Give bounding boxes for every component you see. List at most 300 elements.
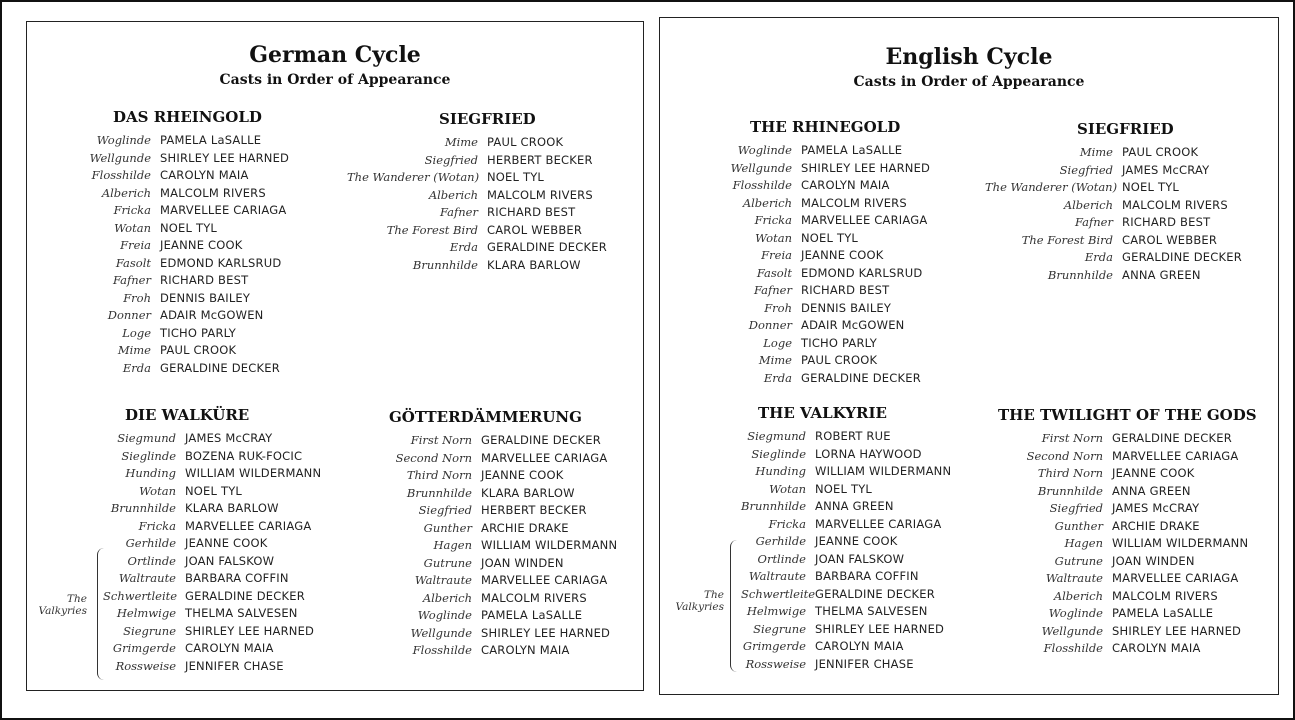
role-name: Sieglinde — [121, 448, 176, 463]
singer-name: GERALDINE DECKER — [1122, 250, 1242, 264]
german-cycle-subtitle: Casts in Order of Appearance — [219, 72, 451, 88]
role-name: Flosshilde — [732, 178, 792, 192]
singer-name: JOAN WINDEN — [481, 555, 564, 570]
role-name: The Forest Bird — [1021, 232, 1113, 247]
cast-row — [985, 144, 1242, 162]
role-name: Loge — [763, 335, 792, 350]
gotterdammerung-heading: GÖTTERDÄMMERUNG — [389, 408, 582, 426]
the-valkyrie-cast — [741, 428, 951, 673]
cast-row — [347, 257, 607, 275]
cast-row — [985, 197, 1242, 215]
role-name: Mime — [444, 135, 478, 149]
singer-name: CAROLYN MAIA — [1112, 641, 1201, 655]
role-name: Waltraute — [118, 571, 176, 585]
the-rhinegold-heading: THE RHINEGOLD — [750, 118, 901, 136]
cast-row — [728, 247, 930, 265]
cast-row — [87, 167, 289, 185]
role-name: Brunnhilde — [406, 485, 472, 500]
cast-row — [994, 535, 1257, 553]
cast-row — [87, 220, 289, 238]
role-name: Brunnhilde — [1037, 483, 1103, 498]
cast-row — [87, 185, 289, 203]
cast-row — [994, 430, 1257, 448]
singer-name: ANNA GREEN — [815, 499, 894, 513]
cast-row — [87, 202, 289, 220]
cast-row — [87, 132, 289, 150]
role-name: Wotan — [139, 483, 176, 498]
singer-name: JAMES McCRAY — [1122, 162, 1210, 177]
role-name: Rossweise — [745, 656, 806, 671]
cast-row — [387, 642, 617, 660]
gotterdammerung-cast — [387, 432, 617, 660]
role-name: Second Norn — [395, 450, 472, 465]
cast-row — [994, 483, 1257, 501]
role-name: Wellgunde — [410, 625, 472, 640]
role-name: Ortlinde — [127, 553, 176, 568]
valkyries-label-line2: Valkyries — [38, 605, 87, 617]
role-name: Siegfried — [418, 503, 472, 517]
cast-row — [347, 152, 607, 170]
role-name: Wellgunde — [730, 160, 792, 175]
twilight-of-the-gods-heading: THE TWILIGHT OF THE GODS — [998, 406, 1257, 424]
cast-row — [728, 282, 930, 300]
role-name: Freia — [120, 238, 151, 252]
cast-row — [103, 623, 321, 641]
singer-name: GERALDINE DECKER — [815, 586, 935, 601]
cast-row — [87, 237, 289, 255]
role-name: Alberich — [101, 185, 151, 200]
singer-name: GERALDINE DECKER — [481, 433, 601, 447]
cast-row — [741, 551, 951, 569]
role-name: Gutrune — [1054, 553, 1103, 568]
singer-name: PAMELA LaSALLE — [481, 608, 583, 622]
twilight-of-the-gods-section — [998, 406, 1257, 658]
singer-name: HERBERT BECKER — [487, 152, 593, 167]
singer-name: JEANNE COOK — [815, 534, 898, 548]
role-name: Fasolt — [115, 255, 151, 270]
role-name: The Wanderer (Wotan) — [985, 180, 1118, 194]
das-rheingold-section — [89, 108, 290, 377]
singer-name: KLARA BARLOW — [487, 257, 581, 272]
cast-row — [741, 481, 951, 499]
english-cycle-subtitle: Casts in Order of Appearance — [853, 74, 1085, 90]
singer-name: BARBARA COFFIN — [185, 571, 289, 585]
role-name: Fafner — [439, 205, 478, 219]
cast-row — [103, 553, 321, 571]
role-name: Siegrune — [753, 621, 806, 636]
singer-name: DENNIS BAILEY — [160, 290, 251, 305]
role-name: Wotan — [114, 220, 151, 235]
cast-row — [985, 232, 1242, 250]
cast-row — [741, 463, 951, 481]
cast-row — [741, 603, 951, 621]
singer-name: MALCOLM RIVERS — [160, 185, 266, 200]
cast-row — [994, 448, 1257, 466]
role-name: Schwertleite — [103, 588, 178, 603]
cast-row — [741, 568, 951, 586]
singer-name: ADAIR McGOWEN — [801, 318, 905, 332]
siegfried-heading: SIEGFRIED — [439, 110, 536, 128]
role-name: Second Norn — [1026, 448, 1103, 463]
role-name: Sieglinde — [751, 446, 806, 461]
singer-name: MARVELLEE CARIAGA — [481, 573, 608, 587]
singer-name: JENNIFER CHASE — [815, 656, 914, 671]
singer-name: PAUL CROOK — [487, 135, 564, 149]
role-name: Schwertleite — [741, 586, 816, 601]
role-name: Flosshilde — [91, 168, 151, 182]
singer-name: CAROLYN MAIA — [185, 641, 274, 655]
cast-row — [103, 465, 321, 483]
the-rhinegold-cast — [728, 142, 930, 387]
siegfried-section — [347, 110, 607, 274]
singer-name: THELMA SALVESEN — [185, 606, 298, 620]
role-name: Siegrune — [123, 623, 176, 638]
die-walkure-heading: DIE WALKÜRE — [125, 406, 250, 424]
valkyries-label — [37, 593, 87, 617]
singer-name: KLARA BARLOW — [481, 485, 575, 500]
role-name: Waltraute — [414, 573, 472, 587]
role-name: Alberich — [428, 187, 478, 202]
singer-name: JENNIFER CHASE — [185, 658, 284, 673]
singer-name: CAROL WEBBER — [487, 222, 583, 237]
singer-name: TICHO PARLY — [801, 335, 877, 350]
singer-name: MALCOLM RIVERS — [801, 195, 907, 210]
cast-row — [103, 483, 321, 501]
singer-name: ANNA GREEN — [1112, 483, 1191, 498]
role-name: Donner — [748, 318, 792, 332]
english-siegfried-section — [985, 120, 1242, 284]
singer-name: JEANNE COOK — [481, 468, 564, 482]
role-name: Alberich — [742, 195, 792, 210]
english-valkyries-label — [668, 589, 724, 613]
singer-name: SHIRLEY LEE HARNED — [801, 160, 931, 175]
singer-name: MALCOLM RIVERS — [481, 590, 587, 605]
singer-name: MALCOLM RIVERS — [1112, 588, 1218, 603]
singer-name: SHIRLEY LEE HARNED — [481, 625, 611, 640]
role-name: Mime — [117, 343, 151, 357]
role-name: Fafner — [112, 273, 151, 287]
singer-name: NOEL TYL — [185, 483, 243, 498]
singer-name: PAMELA LaSALLE — [801, 143, 903, 157]
cast-row — [347, 239, 607, 257]
cast-row — [741, 516, 951, 534]
role-name: Waltraute — [748, 569, 806, 583]
singer-name: MARVELLEE CARIAGA — [185, 518, 312, 533]
singer-name: GERALDINE DECKER — [185, 588, 305, 603]
role-name: Fasolt — [756, 265, 792, 280]
singer-name: NOEL TYL — [815, 481, 873, 496]
singer-name: EDMOND KARLSRUD — [801, 265, 923, 280]
singer-name: JEANNE COOK — [160, 238, 243, 252]
singer-name: MARVELLEE CARIAGA — [801, 213, 928, 227]
singer-name: ARCHIE DRAKE — [1112, 518, 1200, 533]
cast-row — [387, 572, 617, 590]
cast-row — [741, 638, 951, 656]
role-name: Brunnhilde — [412, 257, 478, 272]
german-cycle-panel — [26, 21, 644, 691]
role-name: Woglinde — [417, 608, 472, 622]
cast-row — [103, 605, 321, 623]
role-name: Hunding — [755, 464, 806, 478]
twilight-of-the-gods-cast — [994, 430, 1257, 658]
role-name: Siegmund — [117, 431, 176, 445]
cast-row — [347, 187, 607, 205]
role-name: Mime — [758, 353, 792, 367]
cast-row — [728, 230, 930, 248]
singer-name: SHIRLEY LEE HARNED — [160, 150, 290, 165]
role-name: Erda — [449, 240, 478, 254]
cast-row — [103, 430, 321, 448]
cast-row — [387, 555, 617, 573]
cast-row — [994, 465, 1257, 483]
singer-name: GERALDINE DECKER — [487, 240, 607, 254]
role-name: First Norn — [1041, 431, 1103, 445]
cast-row — [728, 195, 930, 213]
cast-row — [985, 179, 1242, 197]
singer-name: JEANNE COOK — [1112, 466, 1195, 480]
role-name: Woglinde — [1048, 606, 1103, 620]
role-name: Gunther — [1054, 518, 1103, 533]
role-name: First Norn — [410, 433, 472, 447]
german-cycle-title: German Cycle — [249, 42, 421, 68]
singer-name: ANNA GREEN — [1122, 267, 1201, 282]
cast-row — [387, 625, 617, 643]
role-name: Alberich — [1053, 588, 1103, 603]
gotterdammerung-section — [389, 408, 617, 660]
singer-name: RICHARD BEST — [801, 283, 890, 297]
singer-name: JAMES McCRAY — [185, 431, 273, 445]
cast-row — [387, 520, 617, 538]
singer-name: JEANNE COOK — [185, 536, 268, 550]
valkyries-brace — [97, 548, 104, 680]
cast-row — [728, 317, 930, 335]
english-valkyries-brace — [730, 540, 737, 672]
role-name: Mime — [1079, 145, 1113, 159]
singer-name: HERBERT BECKER — [481, 503, 587, 517]
cast-row — [728, 352, 930, 370]
role-name: Gunther — [423, 520, 472, 535]
role-name: Brunnhilde — [110, 501, 176, 515]
singer-name: SHIRLEY LEE HARNED — [185, 623, 315, 638]
role-name: Donner — [107, 308, 151, 322]
cast-row — [994, 500, 1257, 518]
cast-row — [741, 586, 951, 604]
role-name: Gerhilde — [125, 536, 176, 550]
singer-name: GERALDINE DECKER — [160, 360, 280, 375]
role-name: Alberich — [422, 590, 472, 605]
role-name: Third Norn — [1037, 466, 1103, 480]
singer-name: GERALDINE DECKER — [1112, 431, 1232, 445]
das-rheingold-heading: DAS RHEINGOLD — [113, 108, 262, 126]
singer-name: CAROLYN MAIA — [815, 639, 904, 653]
role-name: Gerhilde — [755, 534, 806, 548]
cast-row — [387, 450, 617, 468]
cast-row — [985, 249, 1242, 267]
singer-name: BARBARA COFFIN — [815, 569, 919, 583]
role-name: The Wanderer (Wotan) — [347, 170, 480, 184]
role-name: Ortlinde — [757, 551, 806, 566]
the-rhinegold-section — [730, 118, 931, 387]
cast-row — [103, 570, 321, 588]
singer-name: RICHARD BEST — [160, 273, 249, 287]
cast-row — [87, 307, 289, 325]
role-name: Helmwige — [746, 604, 806, 618]
the-valkyrie-section — [741, 404, 952, 673]
singer-name: MALCOLM RIVERS — [487, 187, 593, 202]
cast-row — [387, 537, 617, 555]
cast-row — [994, 518, 1257, 536]
singer-name: PAUL CROOK — [1122, 145, 1199, 159]
role-name: Brunnhilde — [741, 499, 807, 513]
singer-name: RICHARD BEST — [1122, 215, 1211, 229]
singer-name: JOAN WINDEN — [1112, 553, 1195, 568]
singer-name: NOEL TYL — [801, 230, 859, 245]
valkyries-label-line1: The — [67, 593, 87, 605]
singer-name: PAUL CROOK — [160, 343, 237, 357]
singer-name: MALCOLM RIVERS — [1122, 197, 1228, 212]
cast-row — [741, 533, 951, 551]
cast-row — [728, 177, 930, 195]
singer-name: PAUL CROOK — [801, 353, 878, 367]
cast-row — [87, 360, 289, 378]
role-name: Hagen — [1064, 536, 1103, 550]
cast-row — [103, 640, 321, 658]
singer-name: EDMOND KARLSRUD — [160, 255, 282, 270]
english-cycle-panel — [659, 17, 1279, 695]
cast-row — [994, 588, 1257, 606]
role-name: Froh — [764, 300, 792, 315]
role-name: Grimgerde — [112, 641, 176, 655]
singer-name: RICHARD BEST — [487, 205, 576, 219]
singer-name: MARVELLEE CARIAGA — [160, 203, 287, 217]
singer-name: LORNA HAYWOOD — [815, 446, 922, 461]
singer-name: CAROL WEBBER — [1122, 232, 1218, 247]
cast-row — [994, 640, 1257, 658]
english-siegfried-heading: SIEGFRIED — [1077, 120, 1174, 138]
english-valkyries-label-line2: Valkyries — [675, 601, 724, 613]
singer-name: SHIRLEY LEE HARNED — [815, 621, 945, 636]
role-name: Gutrune — [423, 555, 472, 570]
cast-row — [728, 160, 930, 178]
singer-name: BOZENA RUK-FOCIC — [185, 448, 303, 463]
singer-name: SHIRLEY LEE HARNED — [1112, 623, 1242, 638]
singer-name: MARVELLEE CARIAGA — [1112, 571, 1239, 585]
cast-row — [347, 169, 607, 187]
role-name: Siegmund — [747, 429, 806, 443]
cast-row — [87, 290, 289, 308]
english-valkyries-label-line1: The — [704, 589, 724, 601]
cast-row — [103, 535, 321, 553]
role-name: Wellgunde — [1041, 623, 1103, 638]
cast-row — [994, 570, 1257, 588]
singer-name: WILLIAM WILDERMANN — [185, 466, 322, 480]
cast-row — [103, 658, 321, 676]
role-name: Woglinde — [737, 143, 792, 157]
role-name: Siegfried — [1059, 162, 1113, 177]
cast-row — [728, 370, 930, 388]
cast-row — [347, 204, 607, 222]
singer-name: PAMELA LaSALLE — [160, 133, 262, 147]
cast-row — [741, 656, 951, 674]
singer-name: MARVELLEE CARIAGA — [1112, 448, 1239, 463]
the-valkyrie-heading: THE VALKYRIE — [758, 404, 887, 422]
cast-row — [728, 265, 930, 283]
role-name: Brunnhilde — [1047, 267, 1113, 282]
cast-row — [728, 300, 930, 318]
english-siegfried-cast — [985, 144, 1242, 284]
role-name: Wotan — [755, 230, 792, 245]
role-name: Wotan — [769, 481, 806, 496]
role-name: Fricka — [138, 518, 176, 533]
cast-row — [87, 272, 289, 290]
english-cycle-title: English Cycle — [885, 44, 1053, 70]
role-name: The Forest Bird — [386, 222, 478, 237]
cast-row — [728, 212, 930, 230]
singer-name: WILLIAM WILDERMANN — [1112, 536, 1249, 550]
role-name: Erda — [122, 360, 151, 375]
singer-name: KLARA BARLOW — [185, 501, 279, 515]
role-name: Siegfried — [1049, 501, 1103, 515]
role-name: Siegfried — [424, 152, 478, 167]
singer-name: ADAIR McGOWEN — [160, 308, 264, 322]
die-walkure-section — [103, 406, 322, 675]
singer-name: CAROLYN MAIA — [481, 643, 570, 657]
cast-row — [103, 518, 321, 536]
singer-name: WILLIAM WILDERMANN — [481, 538, 618, 552]
role-name: Hagen — [433, 538, 472, 552]
role-name: Flosshilde — [1043, 641, 1103, 655]
cast-row — [985, 267, 1242, 285]
cast-row — [387, 607, 617, 625]
role-name: Loge — [122, 325, 151, 340]
cast-row — [387, 502, 617, 520]
cast-row — [985, 162, 1242, 180]
role-name: Fricka — [768, 516, 806, 531]
das-rheingold-cast — [87, 132, 289, 377]
cast-row — [347, 222, 607, 240]
role-name: Freia — [761, 248, 792, 262]
role-name: Erda — [1084, 250, 1113, 264]
singer-name: JEANNE COOK — [801, 248, 884, 262]
cast-row — [994, 605, 1257, 623]
cast-row — [728, 142, 930, 160]
role-name: Froh — [123, 290, 151, 305]
cast-row — [994, 553, 1257, 571]
cast-row — [741, 621, 951, 639]
singer-name: PAMELA LaSALLE — [1112, 606, 1214, 620]
role-name: Erda — [763, 370, 792, 385]
singer-name: MARVELLEE CARIAGA — [815, 516, 942, 531]
singer-name: JOAN FALSKOW — [815, 551, 905, 566]
role-name: Fafner — [753, 283, 792, 297]
cast-row — [741, 498, 951, 516]
singer-name: NOEL TYL — [1122, 180, 1180, 194]
cast-row — [741, 446, 951, 464]
siegfried-cast — [347, 134, 607, 274]
cast-row — [87, 342, 289, 360]
role-name: Fricka — [754, 213, 792, 227]
singer-name: CAROLYN MAIA — [160, 168, 249, 182]
cast-row — [741, 428, 951, 446]
cast-row — [985, 214, 1242, 232]
cast-row — [103, 500, 321, 518]
role-name: Fafner — [1074, 215, 1113, 229]
cast-row — [728, 335, 930, 353]
die-walkure-cast — [103, 430, 321, 675]
singer-name: THELMA SALVESEN — [815, 604, 928, 618]
cast-row — [87, 325, 289, 343]
singer-name: JAMES McCRAY — [1112, 501, 1200, 515]
